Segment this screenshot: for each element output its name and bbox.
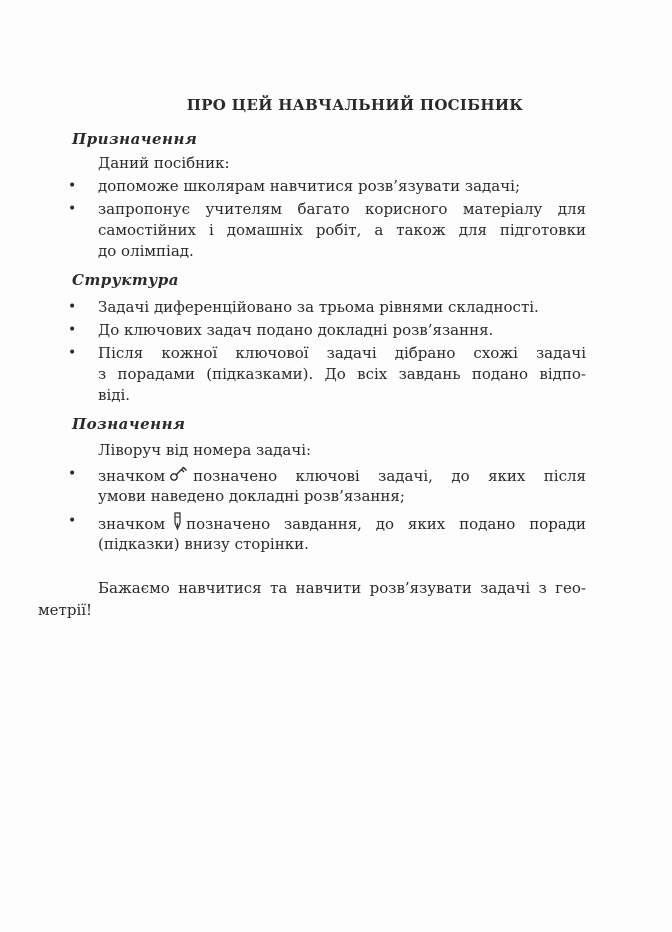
bullet: • [68,513,77,529]
structure-item-3-line-3: віді. [98,386,131,404]
bullet: • [68,322,77,338]
notation-item-1-rest: позначено ключові задачі, до яких після [193,466,586,485]
bullet: • [68,466,77,482]
notation-item-2-line-1 [98,511,586,536]
closing-line-2: метрії! [38,601,93,619]
structure-item-3-line-1: Після кожної ключової задачі дібрано схожі задачі [98,344,586,362]
notation-item-1-prefix: значком [98,466,166,485]
closing-line-1: Бажаємо навчитися та навчити розв’язувати задачі з гео- [98,579,586,597]
structure-item-3-line-2: з порадами (підказками). До всіх завдань подано відпо- [98,365,586,383]
key-icon [169,464,189,487]
purpose-item-2-line-1: запропонує учителям багато корисного матеріалу для [98,200,586,218]
notation-item-1-line-2: умови наведено докладні розв’язання; [98,487,405,505]
section-heading-notation: Позначення [72,415,186,433]
section-heading-structure: Структура [72,271,179,289]
notation-item-2-prefix: значком [98,514,166,533]
section-heading-purpose: Призначення [72,130,198,148]
bullet: • [68,178,77,194]
bullet: • [68,201,77,217]
purpose-intro: Даний посібник: [98,154,230,172]
purpose-item-1: допоможе школярам навчитися розв’язувати задачі; [98,177,521,195]
notation-intro: Ліворуч від номера задачі: [98,441,312,459]
structure-item-1: Задачі диференційовано за трьома рівнями складності. [98,298,539,316]
notation-item-2-line-2: (підказки) внизу сторінки. [98,535,309,553]
bullet: • [68,299,77,315]
purpose-item-2-line-2: самостійних і домашніх робіт, а також для підготовки [98,221,586,239]
notation-item-1-line-1 [98,464,586,487]
purpose-item-2-line-3: до олімпіад. [98,242,194,260]
notation-item-2-rest: позначено завдання, до яких подано поради [186,514,586,533]
structure-item-2: До ключових задач подано докладні розв’язання. [98,321,494,339]
pen-icon [171,511,183,536]
page-title: ПРО ЦЕЙ НАВЧАЛЬНИЙ ПОСІБНИК [186,96,524,114]
bullet: • [68,345,77,361]
